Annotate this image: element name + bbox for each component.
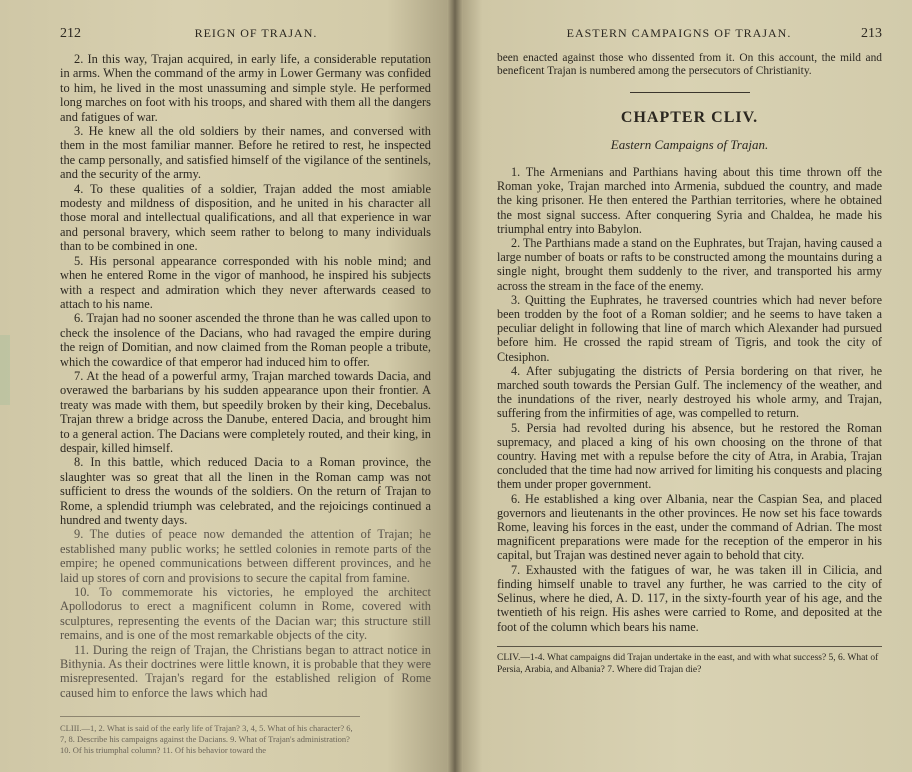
left-page-number: 212 bbox=[60, 26, 81, 41]
paragraph: 5. His personal appearance corresponded with his noble mind; and when he entered Rome in the vigor of manhood, he inspired his subjects with a respect and admiration which they never afterwards ceased to attach to his name. bbox=[60, 253, 431, 311]
paragraph: 8. In this battle, which reduced Dacia to a Roman province, the slaughter was so great that all the linen in the Roman camp was not sufficient to dress the wounds of the soldiers. On the return of Trajan to Rome, a splendid triumph was celebrated, and the rejoicings continued a hundred and twenty days. bbox=[60, 455, 431, 527]
paragraph: 11. During the reign of Trajan, the Christians began to attract notice in Bithynia. As their doctrines were little known, it is probable that they were misrepresented. Trajan's regard for the established religion of Rome caused him to enforce the laws which had bbox=[60, 642, 431, 700]
continued-text-block bbox=[497, 52, 882, 78]
paragraph: 7. At the head of a powerful army, Trajan marched towards Dacia, and overawed the barbarians by his sudden appearance upon their frontier. A treaty was made with them, but speedily broken by their king, Decebalus. Trajan threw a bridge across the Danube, entered Dacia, and brought him to a general action. The Dacians were completely routed, and their king, in despair, killed himself. bbox=[60, 368, 431, 455]
right-body bbox=[497, 165, 882, 634]
right-running-title: EASTERN CAMPAIGNS OF TRAJAN. bbox=[566, 26, 792, 40]
paragraph: 9. The duties of peace now demanded the attention of Trajan; he established many public works; he settled colonies in remote parts of the empire; he opened communications between different provinces, and he laid up stores of corn and provisions to secure the capital from famine. bbox=[60, 527, 431, 585]
page-edge-tab bbox=[0, 335, 10, 405]
paragraph: 7. Exhausted with the fatigues of war, he was taken ill in Cilicia, and finding himself unable to travel any further, he was carried to the city of Selinus, where he died, A. D. 117, in the sixty-fourth year of his age, and the twentieth of his reign. His ashes were carried to Rome, and deposited at the foot of the column which bears his name. bbox=[497, 562, 882, 634]
paragraph: 6. Trajan had no sooner ascended the throne than he was called upon to check the insolence of the Dacians, who had ravaged the empire during the reign of Domitian, and now claimed from the Roman people a tribute, which the cowardice of that emperor had induced him to offer. bbox=[60, 311, 431, 369]
left-running-head bbox=[60, 26, 431, 42]
left-footnotes: CLIII.—1, 2. What is said of the early life of Trajan? 3, 4, 5. What of his character? 6, 7, 8. Describe his campaigns against the Dacians. 9. What of Trajan's administration? 10. Of his triumphal column? 11. Of his behavior toward the bbox=[60, 716, 360, 756]
paragraph: 3. He knew all the old soldiers by their names, and conversed with them in the most familiar manner. Before he retired to rest, he inspected the camp personally, and satisfied himself of the vigilance of the sentinels, and the security of the army. bbox=[60, 124, 431, 182]
paragraph: 6. He established a king over Albania, near the Caspian Sea, and placed governors and lieutenants in the other provinces. He now set his face towards Rome, leaving his forces in the east, under the command of Adrian. The most magnificent preparations were made for the reception of the emperor in his capital, but Trajan was destined never again to behold that city. bbox=[497, 491, 882, 563]
paragraph: 2. The Parthians made a stand on the Euphrates, but Trajan, having caused a large number of boats or rafts to be constructed among the mountains during a single night, brought them suddenly to the river, and transported his army across the stream in the face of the enemy. bbox=[497, 236, 882, 293]
chapter-subtitle: Eastern Campaigns of Trajan. bbox=[610, 137, 769, 152]
chapter-title: CHAPTER CLIV. bbox=[620, 109, 759, 126]
continued-text: been enacted against those who dissented from it. On this account, the mild and beneficent Trajan is numbered among the persecutors of Christianity. bbox=[497, 52, 882, 77]
right-page-number: 213 bbox=[861, 26, 882, 41]
left-running-title: REIGN OF TRAJAN. bbox=[194, 26, 318, 40]
section-divider bbox=[630, 92, 750, 93]
paragraph: 10. To commemorate his victories, he employed the architect Apollodorus to erect a magnificent column in Rome, covered with sculptures, representing the events of the Dacian war; this structure still remains, and is one of the most remarkable objects of the city. bbox=[60, 585, 431, 643]
paragraph: 2. In this way, Trajan acquired, in early life, a considerable reputation in arms. When the command of the army in Lower Germany was confided to him, he lived in the most unassuming and simple style. He performed long marches on foot with his troops, and shared with them all the dangers and fatigues of war. bbox=[60, 52, 431, 124]
paragraph: 3. Quitting the Euphrates, he traversed countries which had never before been trodden by the foot of a Roman soldier; and he seems to have taken a peculiar delight in following that line of march which Alexander had pursued before him. He crossed the rapid stream of Tigris, and took the city of Ctesiphon. bbox=[497, 292, 882, 364]
book-gutter bbox=[447, 0, 463, 772]
right-footnotes: CLIV.—1-4. What campaigns did Trajan undertake in the east, and with what success? 5, 6. What of Persia, Arabia, and Albania? 7. Where did Trajan die? bbox=[497, 646, 882, 676]
paragraph: 1. The Armenians and Parthians having about this time thrown off the Roman yoke, Trajan marched into Armenia, subdued the country, and made the king prisoner. He then entered the Parthian territories, where he obtained the most signal success. After conquering Syria and Chaldea, he made his triumphal entry into Babylon. bbox=[497, 165, 882, 236]
right-page bbox=[455, 0, 912, 772]
left-page bbox=[0, 0, 455, 772]
paragraph: 4. After subjugating the districts of Persia bordering on that river, he marched south towards the Persian Gulf. The inclemency of the weather, and the inundations of the river, nearly destroyed his whole army, and Trajan, suffering from the infirmities of age, was compelled to return. bbox=[497, 363, 882, 421]
paragraph: 5. Persia had revolted during his absence, but he restored the Roman supremacy, and placed a king of his own choosing on the throne of that country. Having met with a repulse before the city of Atra, in Arabia, Trajan concluded that the time had now arrived for limiting his conquests and placing them under proper government. bbox=[497, 420, 882, 492]
left-body bbox=[60, 52, 431, 700]
paragraph: 4. To these qualities of a soldier, Trajan added the most amiable modesty and mildness of disposition, and he united in his character all those moral and intellectual qualifications, and all that experience in war and personal bravery, which seem rather to belong to many individuals than to be combined in one. bbox=[60, 181, 431, 254]
right-running-head bbox=[497, 26, 882, 42]
